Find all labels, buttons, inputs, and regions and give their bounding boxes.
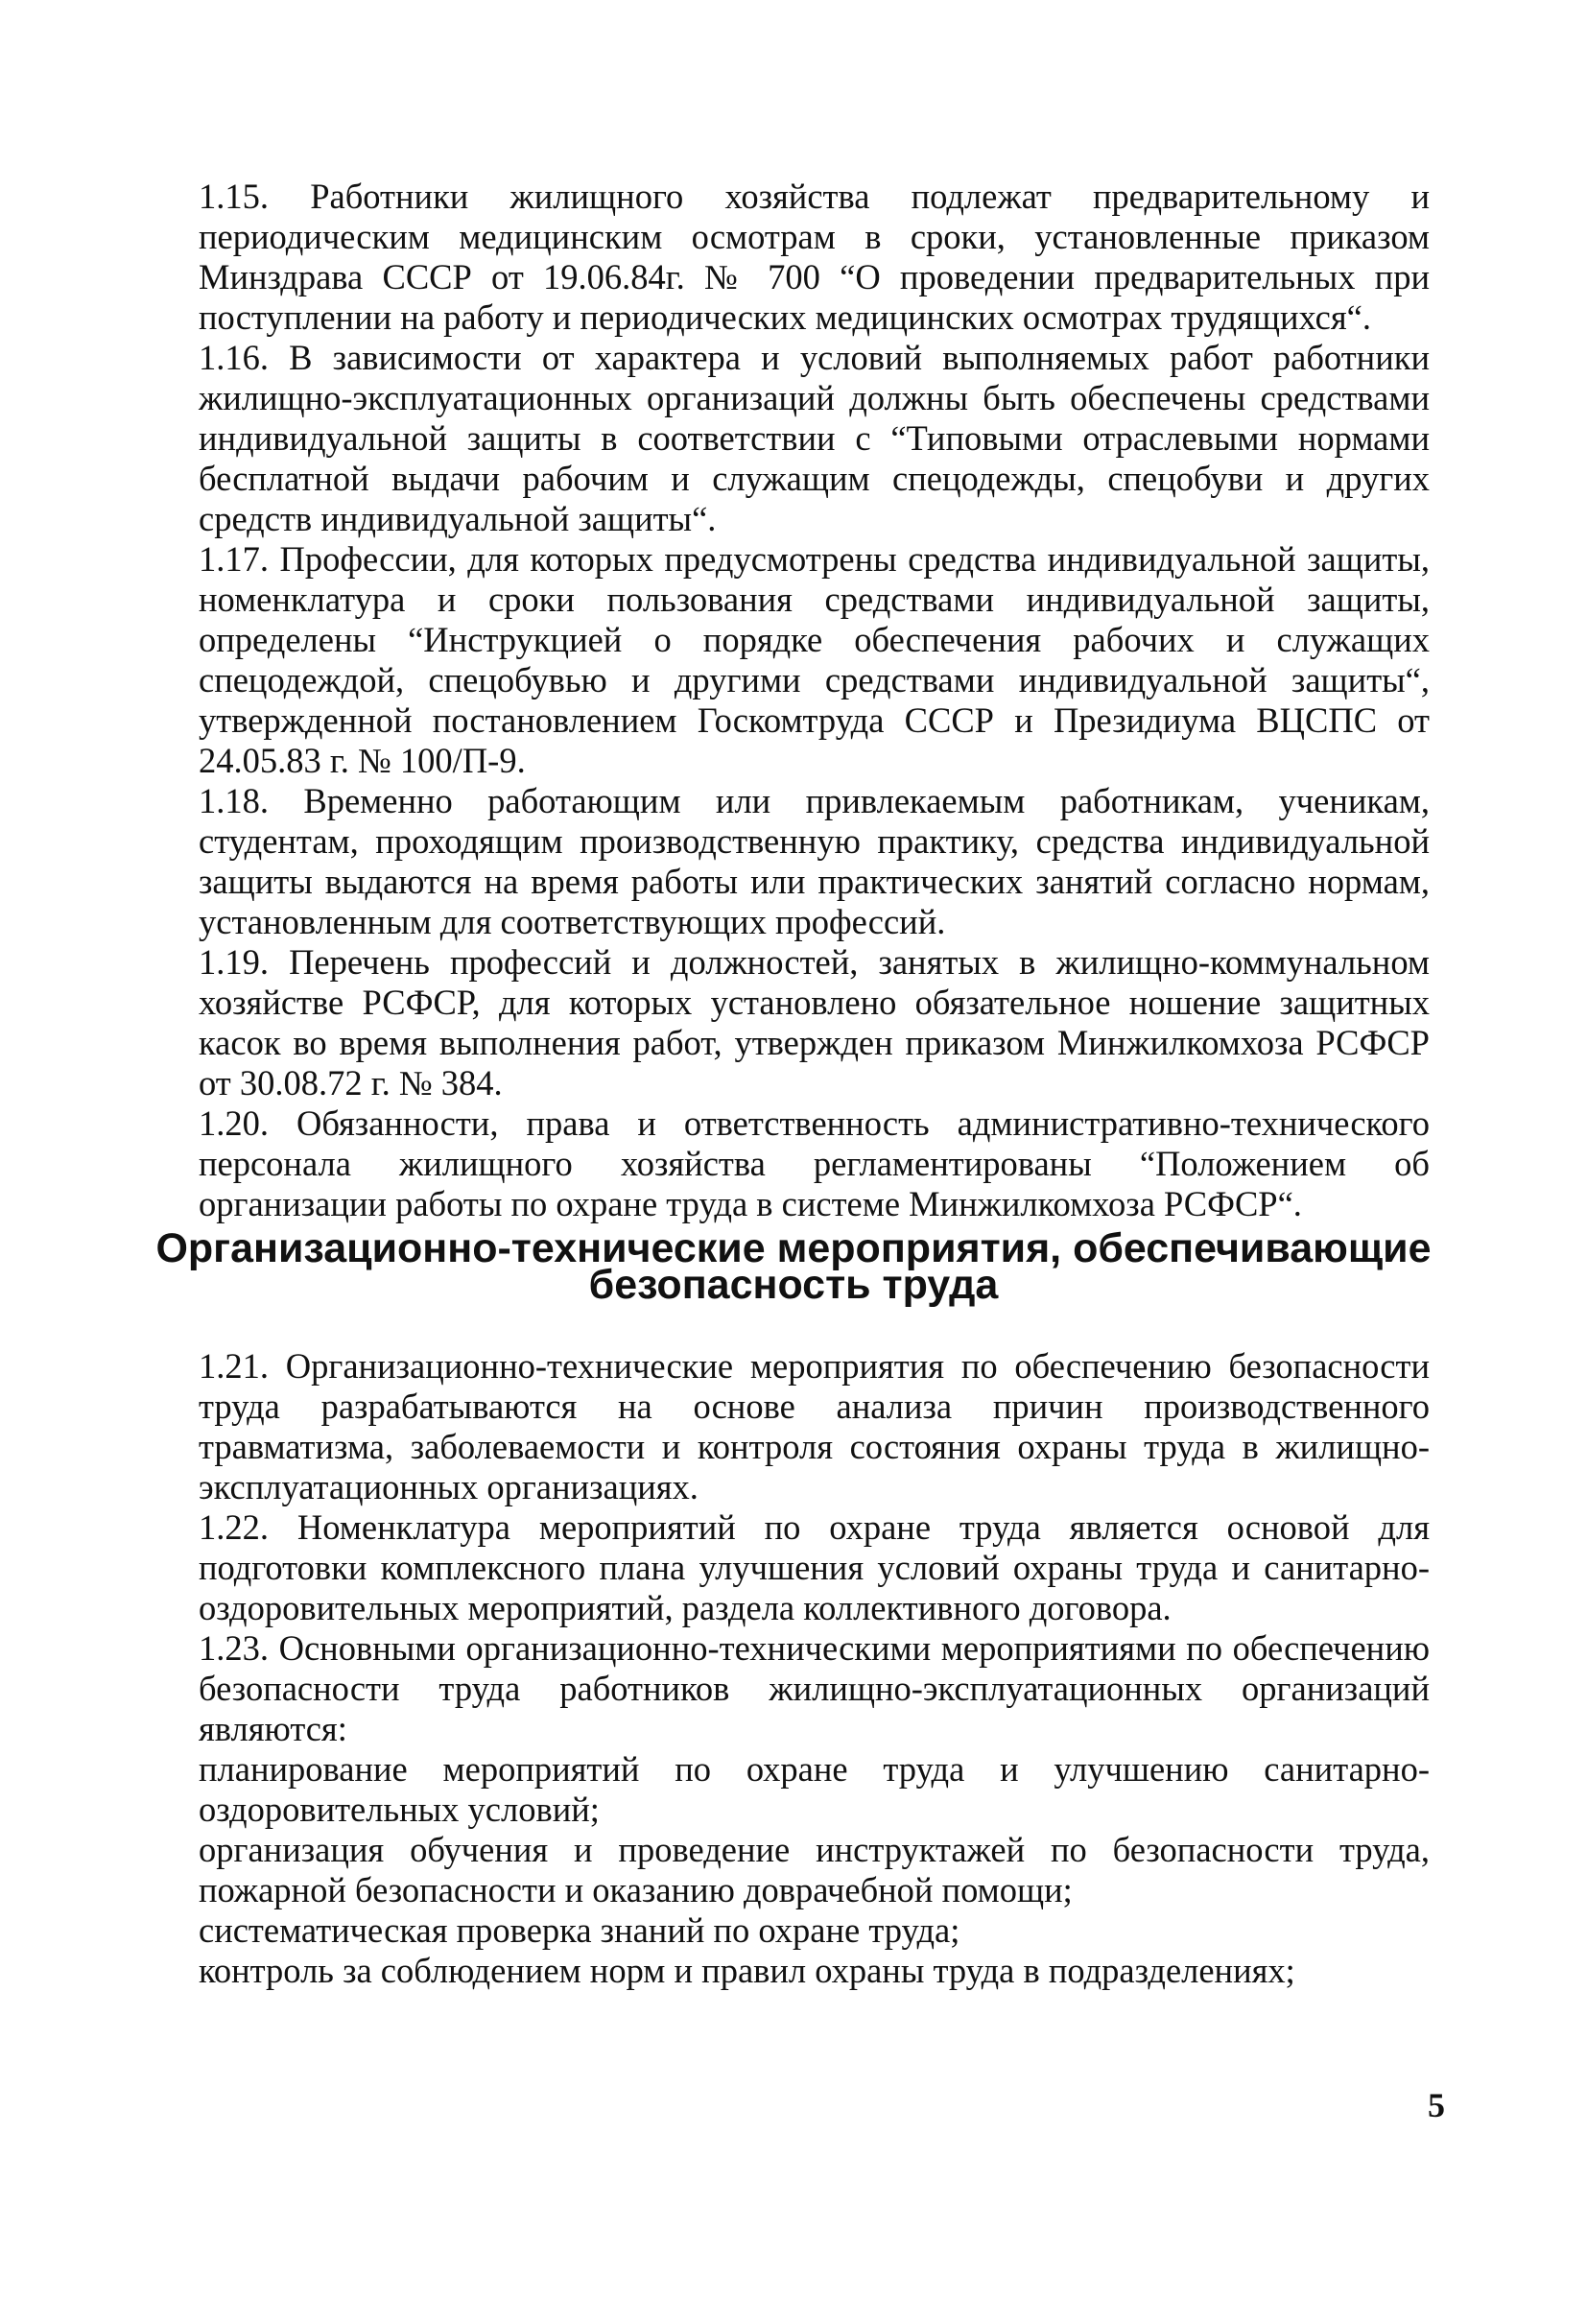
list-item-knowledge-check: систематическая проверка знаний по охране труда; [199,1910,960,1950]
paragraph-1-21: 1.21. Организационно-технические мероприятия по обеспечению безопасности труда разрабатываются на основе анализа причин производственного травматизма, заболеваемости и контроля состояния охраны труда в жилищно-эксплуатационных организациях. [199,1346,1430,1506]
paragraph-1-17: 1.17. Профессии, для которых предусмотрены средства индивидуальной защиты, номенклатура и сроки пользования средствами индивидуальной защиты, определены “Инструкцией о порядке обеспечения рабочих и служащих спецодеждой, спецобувью и другими средствами индивидуальной защиты“, утвержденной постановлением Госкомтруда СССР и Президиума ВЦСПС от 24.05.83 г. № 100/П-9. [199,539,1430,780]
section-2-text [199,1346,1430,1991]
list-item-compliance-control: контроль за соблюдением норм и правил охраны труда в подразделениях; [199,1951,1295,1990]
section-heading [134,1225,1453,1308]
section-1-text [199,177,1430,1224]
heading-line-2: безопасность труда [588,1262,999,1308]
paragraph-1-15: 1.15. Работники жилищного хозяйства подлежат предварительному и периодическим медицинским осмотрам в сроки, установленные приказом Минздрава СССР от 19.06.84г. № 700 “О проведении предварительных при поступлении на работу и периодических медицинских осмотрах трудящихся“. [199,177,1430,337]
list-item-training: организация обучения и проведение инструктажей по безопасности труда, пожарной безопасности и оказанию доврачебной помощи; [199,1830,1430,1909]
paragraph-1-16: 1.16. В зависимости от характера и условий выполняемых работ работники жилищно-эксплуатационных организаций должны быть обеспечены средствами индивидуальной защиты в соответствии с “Типовыми отраслевыми нормами бесплатной выдачи рабочим и служащим спецодежды, спецобуви и других средств индивидуальной защиты“. [199,338,1430,538]
paragraph-1-20: 1.20. Обязанности, права и ответственность административно-технического персонала жилищного хозяйства регламентированы “Положением об организации работы по охране труда в системе Минжилкомхоза РСФСР“. [199,1103,1430,1223]
list-item-planning: планирование мероприятий по охране труда и улучшению санитарно-оздоровительных условий; [199,1749,1430,1829]
heading-line-1: Организационно-технические мероприятия, обеспечивающие [155,1225,1432,1271]
paragraph-1-23: 1.23. Основными организационно-техническими мероприятиями по обеспечению безопасности труда работников жилищно-эксплуатационных организаций являются: [199,1628,1430,1748]
page-number: 5 [1428,2086,1445,2124]
paragraph-1-19: 1.19. Перечень профессий и должностей, занятых в жилищно-коммунальном хозяйстве РСФСР, для которых установлено обязательное ношение защитных касок во время выполнения работ, утвержден приказом Минжилкомхоза РСФСР от 30.08.72 г. № 384. [199,942,1430,1103]
paragraph-1-22: 1.22. Номенклатура мероприятий по охране труда является основой для подготовки комплексного плана улучшения условий охраны труда и санитарно-оздоровительных мероприятий, раздела коллективного договора. [199,1507,1430,1627]
paragraph-1-18: 1.18. Временно работающим или привлекаемым работникам, ученикам, студентам, проходящим производственную практику, средства индивидуальной защиты выдаются на время работы или практических занятий согласно нормам, установленным для соответствующих профессий. [199,781,1430,941]
